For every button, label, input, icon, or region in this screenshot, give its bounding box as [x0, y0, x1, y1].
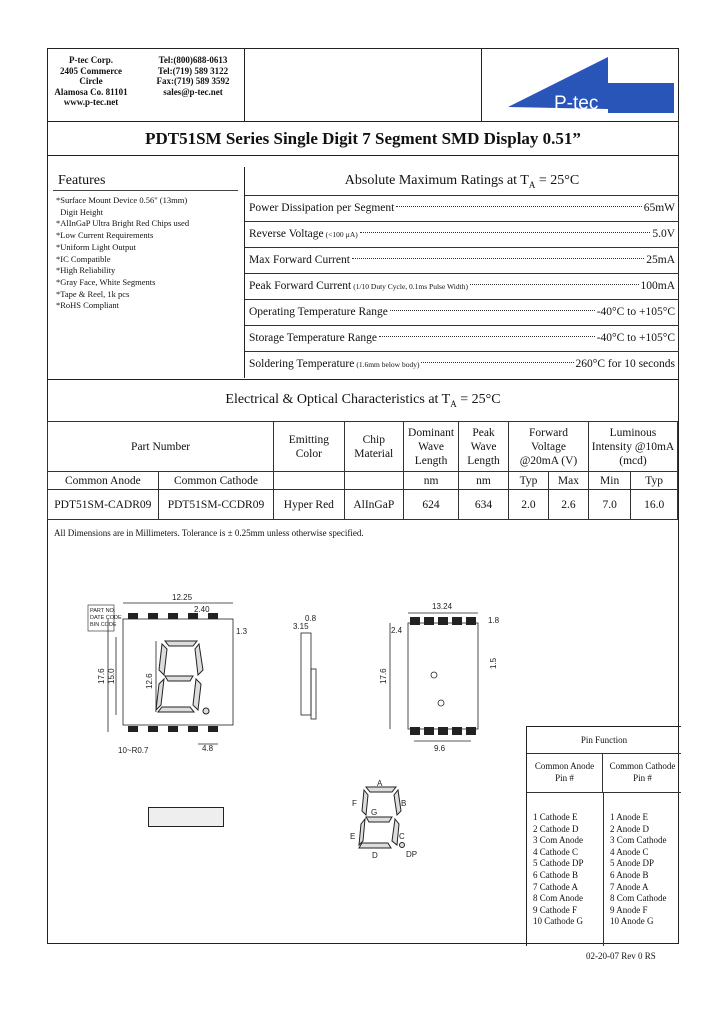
feature-item: *Uniform Light Output: [56, 241, 136, 252]
rating-label: Soldering Temperature: [249, 358, 355, 370]
rating-label: Peak Forward Current: [249, 280, 352, 292]
sub-anode: Common Anode: [48, 472, 159, 490]
leader-dots: [470, 284, 639, 285]
sub-min: Min: [588, 472, 630, 490]
pin-item: 3 Com Anode: [533, 835, 584, 846]
dimension-label: 4.8: [202, 744, 214, 753]
cell-anode-part: PDT51SM-CADR09: [48, 490, 159, 520]
feature-item: *IC Compatible: [56, 253, 111, 264]
phone-2: Tel:(719) 589 3122: [157, 65, 229, 76]
dimension-label: 10~R0.7: [118, 746, 149, 755]
svg-text:P-tec: P-tec: [554, 93, 599, 114]
sub-empty: [344, 472, 404, 490]
electrical-heading: Electrical & Optical Characteristics at $T_A = 25^\circ C$: [225, 392, 501, 409]
company-address-line: Alamosa Co. 81101: [54, 86, 128, 97]
rating-label: Power Dissipation per Segment: [249, 202, 395, 214]
pin-item: 9 Cathode F: [533, 904, 577, 915]
top-view-strip: [148, 807, 224, 827]
datasheet-frame: [47, 48, 679, 944]
dimension-label: 12.25: [172, 593, 193, 602]
rating-label: Reverse Voltage: [249, 228, 324, 240]
segment-label: F: [352, 799, 357, 808]
feature-item: *Surface Mount Device 0.56" (13mm): [56, 195, 188, 205]
segment-label: E: [350, 832, 356, 841]
cell-iv-typ: 16.0: [631, 490, 678, 520]
label-box-text: DATE CODE: [90, 615, 122, 621]
rating-note: (<100 µA): [325, 229, 358, 239]
company-address-line: 2405 Commerce Circle: [59, 65, 123, 86]
phone-1: Tel:(800)688-0613: [158, 55, 228, 65]
pin-item: 1 Cathode E: [533, 812, 578, 822]
leader-dots: [379, 336, 595, 337]
rating-value: 100mA: [640, 280, 675, 292]
ratings-box: [244, 167, 679, 378]
header-divider: [244, 49, 245, 121]
segment-label: DP: [406, 850, 418, 859]
features-list: [56, 195, 241, 312]
pin-item: 4 Cathode C: [533, 846, 578, 857]
company-name: P-tec Corp.: [69, 55, 113, 65]
sub-cathode: Common Cathode: [158, 472, 274, 490]
cell-peak: 634: [459, 490, 509, 520]
col-dominant: Dominant Wave Length: [404, 422, 459, 472]
segment-label: D: [372, 851, 378, 860]
company-contact: [148, 55, 238, 97]
dimension-note: All Dimensions are in Millimeters. Tolerance is ± 0.25mm unless otherwise specified.: [54, 528, 364, 538]
pin-item: 8 Com Anode: [533, 893, 584, 904]
segment-diagram: [346, 779, 421, 861]
cell-dominant: 624: [404, 490, 459, 520]
dimension-label: 1.5: [489, 657, 498, 669]
pin-item: 5 Anode DP: [610, 858, 655, 869]
rating-label: Operating Temperature Range: [249, 306, 388, 318]
dimension-label: 17.6: [97, 668, 106, 684]
electrical-table: [47, 421, 678, 520]
mechanical-drawing: [68, 589, 528, 769]
dimension-label: 12.6: [145, 673, 154, 689]
rating-value: 65mW: [643, 202, 675, 214]
header-divider: [481, 49, 482, 121]
sub-typ: Typ: [509, 472, 549, 490]
feature-item: *Gray Face, White Segments: [56, 276, 156, 287]
leader-dots: [352, 258, 644, 259]
rating-row: [245, 351, 679, 376]
dimension-label: 9.6: [434, 744, 446, 753]
features-heading: Features: [58, 173, 106, 188]
leader-dots: [390, 310, 595, 311]
rating-row: [245, 221, 679, 246]
pin-item: 4 Anode C: [610, 846, 649, 857]
sub-typ: Typ: [631, 472, 678, 490]
sub-nm: nm: [404, 472, 459, 490]
leader-dots: [360, 232, 651, 233]
col-forward: Forward Voltage @20mA (V): [509, 422, 589, 472]
pin-function-heading: Pin Function: [527, 727, 681, 754]
pin-col-cathode: Common Cathode Pin #: [609, 761, 676, 783]
pin-item: 5 Cathode DP: [533, 858, 584, 869]
cell-chip: AlInGaP: [344, 490, 404, 520]
page-title: PDT51SM Series Single Digit 7 Segment SMD Display 0.51”: [145, 129, 581, 148]
col-peak: Peak Wave Length: [459, 422, 509, 472]
pin-item: 10 Cathode G: [533, 916, 583, 927]
dimension-label: 2.4: [391, 626, 403, 635]
pin-function-box: [526, 726, 681, 946]
feature-item: *Low Current Requirements: [56, 230, 154, 241]
ptec-logo: [488, 53, 676, 117]
label-box-text: BIN CODE: [90, 622, 117, 628]
cell-color: Hyper Red: [274, 490, 344, 520]
rating-value: 25mA: [646, 254, 675, 266]
segment-label: A: [377, 779, 383, 788]
sub-nm: nm: [459, 472, 509, 490]
leader-dots: [421, 362, 573, 363]
feature-item: *Tape & Reel, 1k pcs: [56, 288, 130, 299]
pin-item: 8 Com Cathode: [610, 893, 667, 904]
col-emitting: Emitting Color: [274, 422, 344, 472]
sub-max: Max: [548, 472, 588, 490]
rating-row: [245, 325, 679, 350]
rating-label: Max Forward Current: [249, 254, 350, 266]
cell-vf-max: 2.6: [548, 490, 588, 520]
dimension-label: 13.24: [432, 602, 453, 611]
rating-label: Storage Temperature Range: [249, 332, 377, 344]
pin-item: 9 Anode F: [610, 904, 648, 915]
pin-item: 1 Anode E: [610, 812, 648, 822]
rating-note: (1.6mm below body): [356, 359, 420, 369]
pin-item: 6 Anode B: [610, 869, 649, 880]
dimension-label: 1.3: [236, 627, 248, 636]
pin-col-anode: Common Anode Pin #: [527, 754, 603, 792]
ratings-heading: Absolute Maximum Ratings at $T_A = 25^\circ C$: [344, 173, 580, 190]
divider: [48, 155, 678, 156]
divider: [527, 792, 681, 793]
pin-item: 2 Cathode D: [533, 823, 579, 834]
company-address: [52, 55, 130, 108]
divider: [603, 792, 604, 946]
dimension-label: 15.0: [107, 668, 116, 684]
col-chip: Chip Material: [344, 422, 404, 472]
cell-iv-min: 7.0: [588, 490, 630, 520]
segment-label: G: [371, 808, 378, 817]
divider: [53, 190, 238, 191]
rating-value: -40°C to +105°C: [596, 332, 675, 344]
rating-note: (1/10 Duty Cycle, 0.1ms Pulse Width): [353, 281, 468, 291]
leader-dots: [396, 206, 641, 207]
fax: Fax:(719) 589 3592: [156, 76, 230, 86]
company-web: www.p-tec.net: [63, 97, 119, 107]
dimension-label: 0.8: [305, 614, 317, 623]
cell-cathode-part: PDT51SM-CCDR09: [158, 490, 274, 520]
feature-item: *RoHS Compliant: [56, 300, 120, 311]
pin-item: 7 Cathode A: [533, 881, 578, 892]
segment-label: B: [401, 799, 407, 808]
dimension-label: 17.6: [379, 668, 388, 684]
pin-item: 6 Cathode B: [533, 869, 578, 880]
sub-empty: [274, 472, 344, 490]
rating-row: [245, 247, 679, 272]
pin-list-cathode: [610, 812, 667, 928]
feature-item: *High Reliability: [56, 265, 116, 276]
cell-vf-typ: 2.0: [509, 490, 549, 520]
rating-value: 260°C for 10 seconds: [575, 358, 675, 370]
dimension-label: 2.40: [194, 605, 210, 614]
rating-value: -40°C to +105°C: [596, 306, 675, 318]
footer-rev: 02-20-07 Rev 0 RS: [586, 951, 656, 961]
rating-row: [245, 195, 679, 220]
rating-row: [245, 273, 679, 298]
pin-item: 2 Anode D: [610, 823, 649, 834]
feature-item: *AlInGaP Ultra Bright Red Chips used: [56, 218, 190, 229]
rating-row: [245, 299, 679, 324]
pin-item: 3 Com Cathode: [610, 835, 667, 846]
feature-item: Digit Height: [56, 206, 103, 217]
pin-list-anode: [533, 812, 584, 928]
pin-item: 10 Anode G: [610, 916, 654, 927]
rating-value: 5.0V: [652, 228, 675, 240]
pin-item: 7 Anode A: [610, 881, 649, 892]
label-box-text: PART NO.: [90, 608, 116, 614]
divider: [48, 121, 678, 122]
col-luminous: Luminous Intensity @10mA (mcd): [588, 422, 677, 472]
dimension-label: 1.8: [488, 616, 500, 625]
dimension-label: 3.15: [293, 622, 309, 631]
col-part-number: Part Number: [48, 422, 274, 472]
segment-label: C: [399, 832, 405, 841]
email: sales@p-tec.net: [163, 86, 223, 97]
